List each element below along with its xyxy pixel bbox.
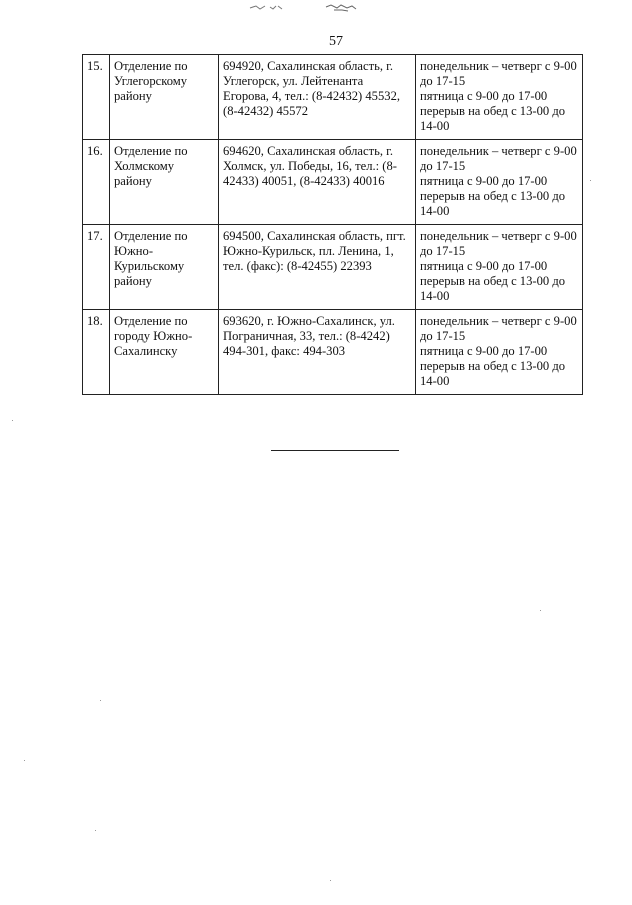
hours-friday: пятница с 9-00 до 17-00 xyxy=(420,174,548,188)
hours-lunch: перерыв на обед с 13-00 до 14-00 xyxy=(420,359,566,388)
table-row xyxy=(83,55,583,140)
office-hours xyxy=(416,225,583,310)
office-hours xyxy=(416,140,583,225)
table-row xyxy=(83,140,583,225)
office-address: 693620, г. Южно-Сахалинск, ул. Пограничная, 33, тел.: (8-4242) 494-301, факс: 494-303 xyxy=(219,310,416,395)
scan-speck xyxy=(24,760,25,761)
row-number: 16. xyxy=(83,140,110,225)
end-divider xyxy=(271,450,399,451)
scan-speck xyxy=(100,700,101,701)
office-name: Отделение по городу Южно-Сахалинску xyxy=(110,310,219,395)
hours-weekdays: понедельник – четверг с 9-00 до 17-15 xyxy=(420,314,577,343)
hours-friday: пятница с 9-00 до 17-00 xyxy=(420,344,548,358)
table-row xyxy=(83,310,583,395)
hours-lunch: перерыв на обед с 13-00 до 14-00 xyxy=(420,104,566,133)
hours-weekdays: понедельник – четверг с 9-00 до 17-15 xyxy=(420,229,577,258)
row-number: 18. xyxy=(83,310,110,395)
office-address: 694920, Сахалинская область, г. Углегорск, ул. Лейтенанта Егорова, 4, тел.: (8-42432) 45532, (8-42432) 45572 xyxy=(219,55,416,140)
office-address: 694500, Сахалинская область, пгт. Южно-Курильск, пл. Ленина, 1, тел. (факс): (8-42455) 22393 xyxy=(219,225,416,310)
scan-speck xyxy=(590,180,591,181)
page-number: 57 xyxy=(329,34,343,49)
scan-speck xyxy=(330,880,331,881)
office-address: 694620, Сахалинская область, г. Холмск, ул. Победы, 16, тел.: (8-42433) 40051, (8-42433) 40016 xyxy=(219,140,416,225)
office-hours xyxy=(416,55,583,140)
scan-speck xyxy=(12,420,13,421)
hours-friday: пятница с 9-00 до 17-00 xyxy=(420,259,548,273)
scan-speck xyxy=(540,610,541,611)
hours-lunch: перерыв на обед с 13-00 до 14-00 xyxy=(420,274,566,303)
hours-lunch: перерыв на обед с 13-00 до 14-00 xyxy=(420,189,566,218)
row-number: 17. xyxy=(83,225,110,310)
offices-table xyxy=(82,54,583,395)
office-hours xyxy=(416,310,583,395)
scan-artifact xyxy=(244,2,384,14)
hours-weekdays: понедельник – четверг с 9-00 до 17-15 xyxy=(420,144,577,173)
office-name: Отделение по Южно-Курильскому району xyxy=(110,225,219,310)
hours-friday: пятница с 9-00 до 17-00 xyxy=(420,89,548,103)
scan-speck xyxy=(95,830,96,831)
office-name: Отделение по Углегорскому району xyxy=(110,55,219,140)
hours-weekdays: понедельник – четверг с 9-00 до 17-15 xyxy=(420,59,577,88)
office-name: Отделение по Холмскому району xyxy=(110,140,219,225)
table-row xyxy=(83,225,583,310)
row-number: 15. xyxy=(83,55,110,140)
